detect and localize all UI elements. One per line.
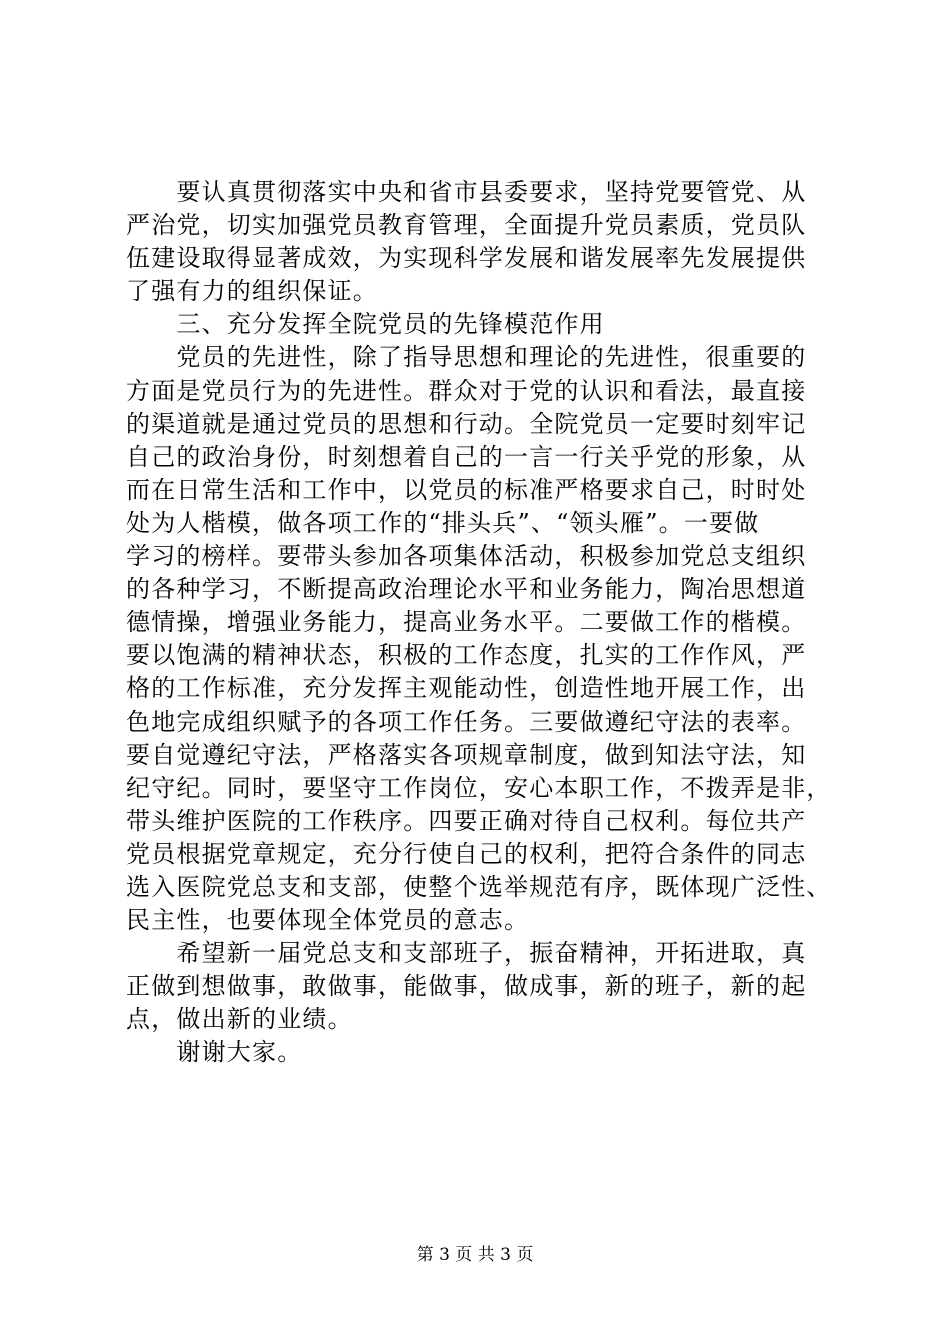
- body-line: 方面是党员行为的先进性。群众对于党的认识和看法，最直接: [126, 376, 807, 405]
- body-line: 处为人楷模，做各项工作的“排头兵”、“领头雁”。一要做: [126, 508, 760, 537]
- body-line: 民主性，也要体现全体党员的意志。: [126, 906, 530, 935]
- body-line: 的各种学习，不断提高政治理论水平和业务能力，陶冶思想道: [126, 575, 807, 604]
- body-line: 伍建设取得显著成效，为实现科学发展和谐发展率先发展提供: [126, 244, 807, 273]
- body-line: 带头维护医院的工作秩序。四要正确对待自己权利。每位共产: [126, 806, 807, 835]
- body-line: 了强有力的组织保证。: [126, 277, 378, 306]
- body-line: 要认真贯彻落实中央和省市县委要求，坚持党要管党、从: [126, 178, 807, 206]
- body-line: 希望新一届党总支和支部班子，振奋精神，开拓进取，真: [126, 939, 807, 968]
- body-line: 纪守纪。同时，要坚守工作岗位，安心本职工作，不拨弄是非，: [126, 773, 832, 802]
- body-line: 党员根据党章规定，充分行使自己的权利，把符合条件的同志: [126, 839, 807, 868]
- body-line: 党员的先进性，除了指导思想和理论的先进性，很重要的: [126, 343, 807, 372]
- body-line: 谢谢大家。: [126, 1038, 303, 1067]
- body-line: 自己的政治身份，时刻想着自己的一言一行关乎党的形象，从: [126, 442, 807, 471]
- body-line: 点，做出新的业绩。: [126, 1005, 353, 1034]
- body-line: 要自觉遵纪守法，严格落实各项规章制度，做到知法守法，知: [126, 740, 807, 769]
- body-line: 严治党，切实加强党员教育管理，全面提升党员素质，党员队: [126, 211, 807, 240]
- page-number-footer: 第 3 页 共 3 页: [416, 1245, 534, 1265]
- section-heading: 三、充分发挥全院党员的先锋模范作用: [126, 310, 605, 339]
- body-line: 的渠道就是通过党员的思想和行动。全院党员一定要时刻牢记: [126, 409, 807, 438]
- body-line: 德情操，增强业务能力，提高业务水平。二要做工作的楷模。: [126, 608, 807, 637]
- body-line: 学习的榜样。要带头参加各项集体活动，积极参加党总支组织: [126, 542, 807, 571]
- body-line: 选入医院党总支和支部，使整个选举规范有序，既体现广泛性、: [126, 872, 832, 901]
- body-line: 要以饱满的精神状态，积极的工作态度，扎实的工作作风，严: [126, 641, 807, 670]
- document-body: [126, 176, 836, 1070]
- body-line: 格的工作标准，充分发挥主观能动性，创造性地开展工作，出: [126, 674, 807, 703]
- body-line: 而在日常生活和工作中，以党员的标准严格要求自己，时时处: [126, 475, 807, 504]
- body-line: 正做到想做事，敢做事，能做事，做成事，新的班子，新的起: [126, 972, 807, 1001]
- body-line: 色地完成组织赋予的各项工作任务。三要做遵纪守法的表率。: [126, 707, 807, 736]
